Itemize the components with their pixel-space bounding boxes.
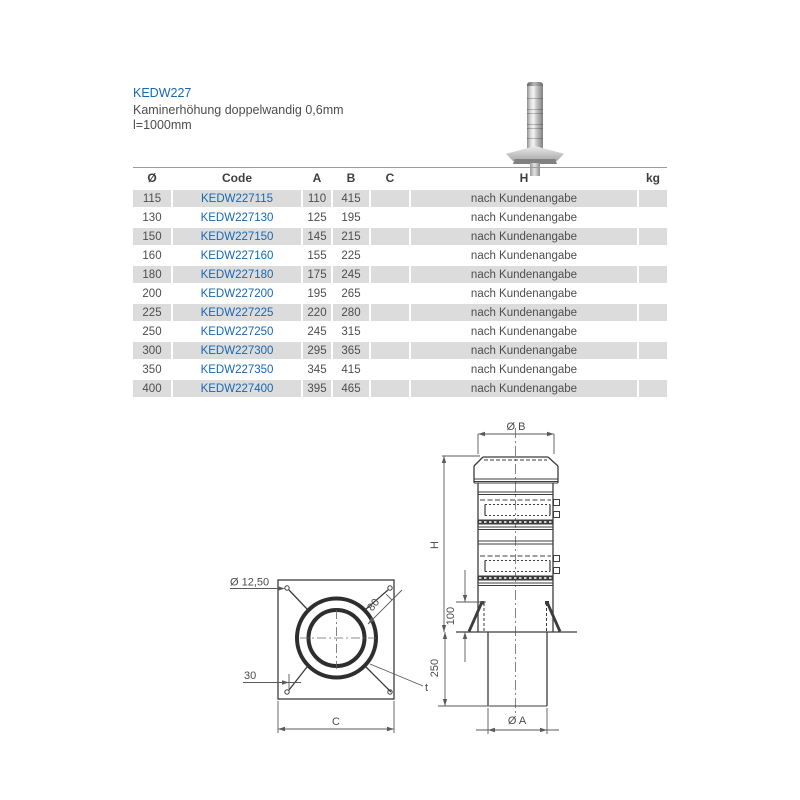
cell-kg — [639, 323, 667, 340]
table-row — [133, 247, 667, 264]
cell-a: 345 — [303, 361, 331, 378]
cell-a: 125 — [303, 209, 331, 226]
cell-c — [371, 266, 409, 283]
cell-h: nach Kundenangabe — [411, 361, 637, 378]
cell-c — [371, 342, 409, 359]
cell-b: 415 — [333, 361, 369, 378]
cell-c — [371, 361, 409, 378]
technical-drawings — [180, 410, 650, 770]
product-description-line2: l=1000mm — [133, 118, 192, 132]
cell-diameter: 300 — [133, 342, 171, 359]
cell-h: nach Kundenangabe — [411, 247, 637, 264]
cell-a: 295 — [303, 342, 331, 359]
cell-kg — [639, 228, 667, 245]
cell-h: nach Kundenangabe — [411, 323, 637, 340]
dim-label-pipe-diameter: Ø A — [507, 715, 527, 727]
cell-h: nach Kundenangabe — [411, 228, 637, 245]
dim-label-diagonal: 80 — [365, 596, 383, 614]
cell-b: 280 — [333, 304, 369, 321]
product-code-link[interactable]: KEDW227200 — [200, 287, 274, 300]
top-view-drawing — [278, 580, 394, 699]
dim-label-hole-diameter: Ø 12,50 — [230, 576, 270, 589]
cell-b: 415 — [333, 190, 369, 207]
cell-b: 465 — [333, 380, 369, 397]
cell-kg — [639, 342, 667, 359]
table-row — [133, 304, 667, 321]
cell-h: nach Kundenangabe — [411, 342, 637, 359]
table-row — [133, 209, 667, 226]
dim-label-outer-diameter: Ø B — [506, 421, 526, 433]
cell-kg — [639, 209, 667, 226]
table-row — [133, 323, 667, 340]
cell-a: 155 — [303, 247, 331, 264]
table-row — [133, 342, 667, 359]
dim-label-gusset-height: 100 — [445, 606, 457, 626]
product-code-link[interactable]: KEDW227225 — [200, 306, 274, 319]
cell-a: 145 — [303, 228, 331, 245]
dim-label-insert-length: 250 — [429, 658, 441, 678]
cell-a: 175 — [303, 266, 331, 283]
cell-kg — [639, 247, 667, 264]
cell-a: 195 — [303, 285, 331, 302]
cell-c — [371, 209, 409, 226]
product-code-link[interactable]: KEDW227150 — [200, 230, 274, 243]
product-table — [133, 167, 667, 399]
cell-b: 315 — [333, 323, 369, 340]
table-row — [133, 228, 667, 245]
table-row — [133, 266, 667, 283]
cell-a: 110 — [303, 190, 331, 207]
table-row — [133, 361, 667, 378]
cell-kg — [639, 285, 667, 302]
cell-diameter: 150 — [133, 228, 171, 245]
cell-c — [371, 247, 409, 264]
cell-a: 395 — [303, 380, 331, 397]
cell-b: 245 — [333, 266, 369, 283]
col-header-h: H — [519, 171, 529, 185]
cell-h: nach Kundenangabe — [411, 285, 637, 302]
photo-cylinder — [527, 86, 543, 150]
product-code-link[interactable]: KEDW227115 — [200, 192, 274, 205]
cell-kg — [639, 380, 667, 397]
dim-label-height: H — [429, 541, 441, 549]
dim-label-edge-offset: 30 — [244, 670, 257, 682]
product-code-link[interactable]: KEDW227130 — [200, 211, 274, 224]
product-code-link[interactable]: KEDW227250 — [200, 325, 274, 338]
cell-diameter: 160 — [133, 247, 171, 264]
col-header-b: B — [346, 171, 356, 185]
cell-b: 365 — [333, 342, 369, 359]
cell-diameter: 250 — [133, 323, 171, 340]
product-photo — [487, 78, 577, 168]
dim-label-thickness: t — [425, 682, 429, 694]
cell-diameter: 350 — [133, 361, 171, 378]
product-code-link[interactable]: KEDW227350 — [200, 363, 274, 376]
cell-a: 220 — [303, 304, 331, 321]
cell-kg — [639, 361, 667, 378]
cell-b: 225 — [333, 247, 369, 264]
cell-diameter: 115 — [133, 190, 171, 207]
product-code-link[interactable]: KEDW227180 — [200, 268, 274, 281]
col-header-code: Code — [222, 171, 252, 185]
cell-c — [371, 380, 409, 397]
cell-a: 245 — [303, 323, 331, 340]
product-description-line1: Kaminerhöhung doppelwandig 0,6mm — [133, 103, 344, 117]
cell-diameter: 180 — [133, 266, 171, 283]
product-code-link[interactable]: KEDW227300 — [200, 344, 274, 357]
table-row — [133, 285, 667, 302]
cell-c — [371, 228, 409, 245]
cell-h: nach Kundenangabe — [411, 304, 637, 321]
product-code-link[interactable]: KEDW227400 — [200, 382, 274, 395]
col-header-kg: kg — [645, 171, 660, 185]
col-header-diameter: Ø — [147, 171, 157, 185]
cell-diameter: 400 — [133, 380, 171, 397]
product-title[interactable]: KEDW227 — [133, 86, 192, 100]
cell-diameter: 130 — [133, 209, 171, 226]
table-row — [133, 380, 667, 397]
cell-diameter: 225 — [133, 304, 171, 321]
cell-h: nach Kundenangabe — [411, 190, 637, 207]
cell-diameter: 200 — [133, 285, 171, 302]
cell-kg — [639, 304, 667, 321]
cell-c — [371, 285, 409, 302]
cell-h: nach Kundenangabe — [411, 209, 637, 226]
cell-b: 195 — [333, 209, 369, 226]
product-code-link[interactable]: KEDW227160 — [200, 249, 274, 262]
cell-kg — [639, 266, 667, 283]
cell-h: nach Kundenangabe — [411, 380, 637, 397]
col-header-c: C — [385, 171, 395, 185]
cell-b: 215 — [333, 228, 369, 245]
side-view-drawing — [456, 428, 577, 716]
cell-c — [371, 304, 409, 321]
cell-c — [371, 190, 409, 207]
table-header-row — [133, 168, 667, 188]
cell-c — [371, 323, 409, 340]
table-row — [133, 190, 667, 207]
col-header-a: A — [312, 171, 322, 185]
cell-b: 265 — [333, 285, 369, 302]
cell-h: nach Kundenangabe — [411, 266, 637, 283]
photo-base-plate — [506, 146, 564, 161]
dim-label-plate-width: C — [332, 716, 340, 728]
cell-kg — [639, 190, 667, 207]
